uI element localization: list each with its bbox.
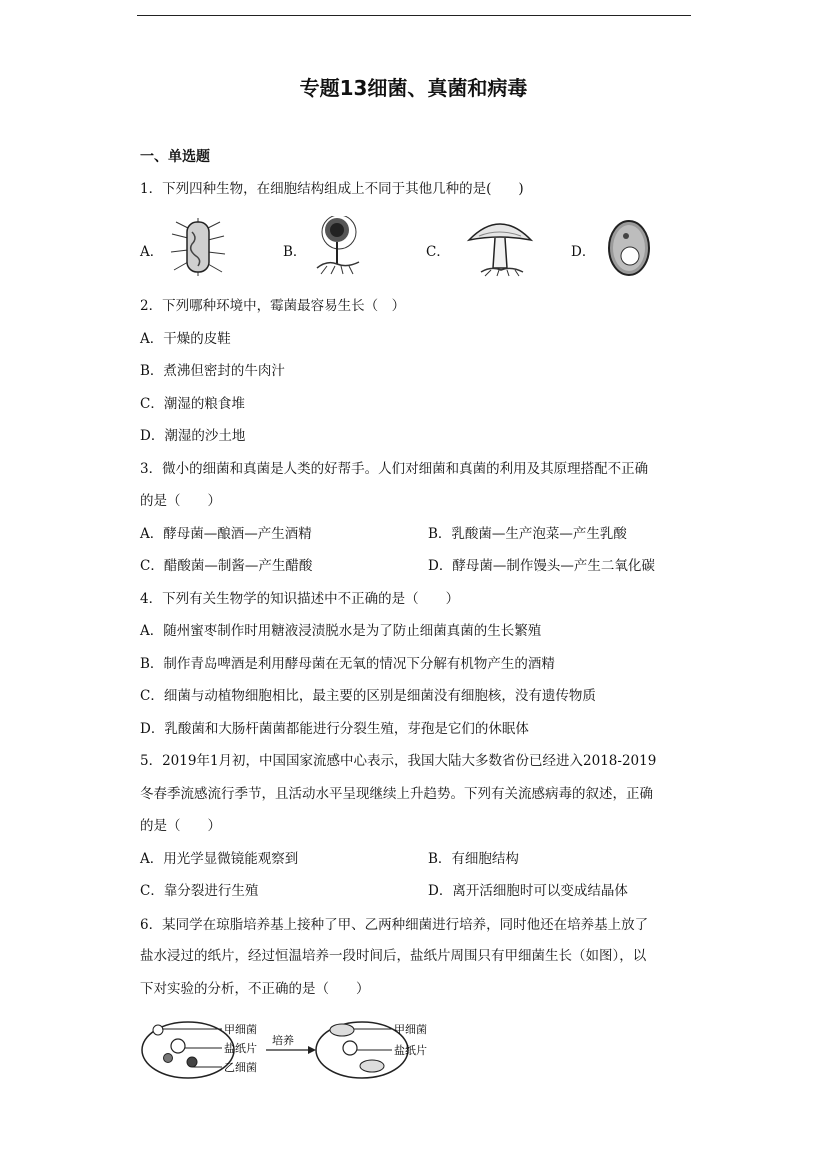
label-bacteria-a-left: 甲细菌 xyxy=(224,1023,257,1036)
q5-option-b[interactable]: B．有细胞结构 xyxy=(428,851,519,867)
q4-option-d[interactable]: D．乳酸菌和大肠杆菌菌都能进行分裂生殖，芽孢是它们的休眠体 xyxy=(140,721,529,737)
culture-experiment-figure xyxy=(140,1012,450,1080)
label-culture-arrow: 培养 xyxy=(272,1034,294,1047)
q5-option-d[interactable]: D．离开活细胞时可以变成结晶体 xyxy=(428,883,628,899)
label-salt-paper-left: 盐纸片 xyxy=(224,1042,257,1055)
q5-option-a[interactable]: A．用光学显微镜能观察到 xyxy=(140,851,299,867)
q4-stem: 4．下列有关生物学的知识描述中不正确的是（ ） xyxy=(140,591,460,607)
q2-option-c[interactable]: C．潮湿的粮食堆 xyxy=(140,396,245,412)
q3-option-c[interactable]: C．醋酸菌—制酱—产生醋酸 xyxy=(140,558,313,574)
mold-image xyxy=(313,216,363,276)
q3-stem-line-2: 的是（ ） xyxy=(140,493,221,509)
label-bacteria-a-right: 甲细菌 xyxy=(394,1023,427,1036)
q1-option-a-label[interactable]: A． xyxy=(140,244,164,260)
section-heading: 一、单选题 xyxy=(140,149,210,165)
header-rule xyxy=(137,15,691,16)
q1-option-d-label[interactable]: D． xyxy=(571,244,596,260)
q6-stem-line-2: 盐水浸过的纸片，经过恒温培养一段时间后，盐纸片周围只有甲细菌生长（如图），以 xyxy=(140,948,647,964)
q4-option-b[interactable]: B．制作青岛啤酒是利用酵母菌在无氧的情况下分解有机物产生的酒精 xyxy=(140,656,555,672)
q5-stem-line-2: 冬春季流感流行季节，且活动水平呈现继续上升趋势。下列有关流感病毒的叙述，正确 xyxy=(140,786,653,802)
q4-option-c[interactable]: C．细菌与动植物细胞相比，最主要的区别是细菌没有细胞核，没有遗传物质 xyxy=(140,688,596,704)
q1-stem: 1．下列四种生物，在细胞结构组成上不同于其他几种的是( ) xyxy=(140,181,524,197)
q3-option-a[interactable]: A．酵母菌—酿酒—产生酒精 xyxy=(140,526,312,542)
page-title: 专题13细菌、真菌和病毒 xyxy=(299,76,528,100)
label-bacteria-b-left: 乙细菌 xyxy=(224,1061,257,1074)
q2-option-d[interactable]: D．潮湿的沙土地 xyxy=(140,428,246,444)
q6-stem-line-1: 6．某同学在琼脂培养基上接种了甲、乙两种细菌进行培养，同时他还在培养基上放了 xyxy=(140,917,649,933)
q6-stem-line-3: 下对实验的分析，不正确的是（ ） xyxy=(140,981,370,997)
q4-option-a[interactable]: A．随州蜜枣制作时用糖液浸渍脱水是为了防止细菌真菌的生长繁殖 xyxy=(140,623,542,639)
q5-stem-line-3: 的是（ ） xyxy=(140,818,221,834)
q3-option-d[interactable]: D．酵母菌—制作馒头—产生二氧化碳 xyxy=(428,558,655,574)
yeast-cell-image xyxy=(606,218,652,278)
q2-option-a[interactable]: A．干燥的皮鞋 xyxy=(140,331,231,347)
q5-option-c[interactable]: C．靠分裂进行生殖 xyxy=(140,883,259,899)
bacterium-image xyxy=(168,218,228,276)
q2-option-b[interactable]: B．煮沸但密封的牛肉汁 xyxy=(140,363,285,379)
mushroom-image xyxy=(465,214,535,278)
q3-option-b[interactable]: B．乳酸菌—生产泡菜—产生乳酸 xyxy=(428,526,627,542)
q5-stem-line-1: 5．2019年1月初，中国国家流感中心表示，我国大陆大多数省份已经进入2018-2019 xyxy=(140,753,657,769)
q2-stem: 2．下列哪种环境中，霉菌最容易生长（ ） xyxy=(140,298,406,314)
q1-option-b-label[interactable]: B． xyxy=(283,244,307,260)
label-salt-paper-right: 盐纸片 xyxy=(394,1044,427,1057)
q1-option-c-label[interactable]: C． xyxy=(426,244,450,260)
q3-stem-line-1: 3．微小的细菌和真菌是人类的好帮手。人们对细菌和真菌的利用及其原理搭配不正确 xyxy=(140,461,649,477)
